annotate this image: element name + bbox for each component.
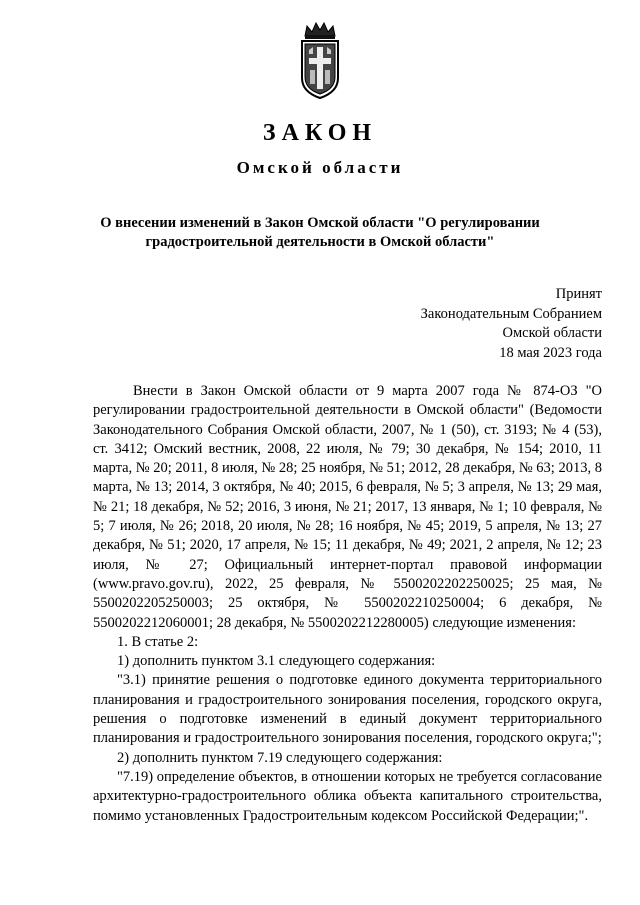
document-subtitle: Омской области (236, 158, 404, 177)
sub-item: 2) дополнить пунктом 7.19 следующего содержания: (117, 749, 443, 766)
adoption-date: 18 мая 2023 года (499, 344, 602, 361)
adoption-line: Законодательным Собранием (420, 305, 602, 322)
adoption-line: Омской области (502, 325, 602, 341)
intro-paragraph: Внести в Закон Омской области от 9 марта 2007 года № 874-ОЗ "О регулировании градостроительной деятельности в Омской области" (Ведомости Законодательного Собрания Омской области, 2007, № 1 (50), ст. 3193; № 4 (53), ст. 3412; Омский вестник, 2008, 22 июля, № 79; 30 декабря, № 154; 2010, 11 марта, № 20; 2011, 8 июля, № 28; 25 ноября, № 51; 2012, 28 декабря, № 63; 2013, 8 марта, № 13; 2014, 3 октября, № 40; 2015, 6 февраля, № 5; 3 апреля, № 13; 29 мая, № 21; 18 декабря, № 52; 2016, 3 июня, № 21; 2017, 13 января, № 1; 10 февраля, № 5; 7 июля, № 26; 2018, 20 июля, № 28; 16 ноября, № 45; 2019, 5 апреля, № 13; 27 декабря, № 51; 2020, 17 апреля, № 15; 11 декабря, № 49; 2021, 2 апреля, № 12; 23 июля, № 27; Официальный интернет-портал правовой информации (www.pravo.gov.ru), 2022, 25 февраля, № 5500202202250025; 25 мая, № 5500202205250003; 25 октября, № 5500202210250004; 6 декабря, № 5500202212060001; 28 декабря, № 5500202212280005) следующие изменения: (93, 383, 602, 631)
document-title: ЗАКОН (262, 120, 378, 146)
sub-item: 1) дополнить пунктом 3.1 следующего содержания: (117, 653, 436, 670)
law-body (93, 382, 602, 826)
law-heading-line: градостроительной деятельности в Омской области" (145, 234, 495, 250)
adoption-block (421, 285, 602, 363)
quoted-provision: "3.1) принятие решения о подготовке единого документа территориального планирования и градостроительного зонирования поселения, городского округа, решения о подготовке изменений в единый документ территориального планирования и градостроительного зонирования поселения, городского округа;"; (93, 672, 602, 747)
law-heading-line: О внесении изменений в Закон Омской области "О регулировании (100, 215, 540, 231)
quoted-provision: "7.19) определение объектов, в отношении которых не требуется согласование архитектурно-градостроительного облика объекта капитального строительства, помимо установленных Градостроительным кодексом Российской Федерации;". (93, 768, 602, 824)
omsk-coat-of-arms-icon (297, 20, 343, 100)
article-item: 1. В статье 2: (117, 633, 199, 650)
law-heading (90, 214, 550, 252)
adoption-line: Принят (555, 286, 602, 302)
